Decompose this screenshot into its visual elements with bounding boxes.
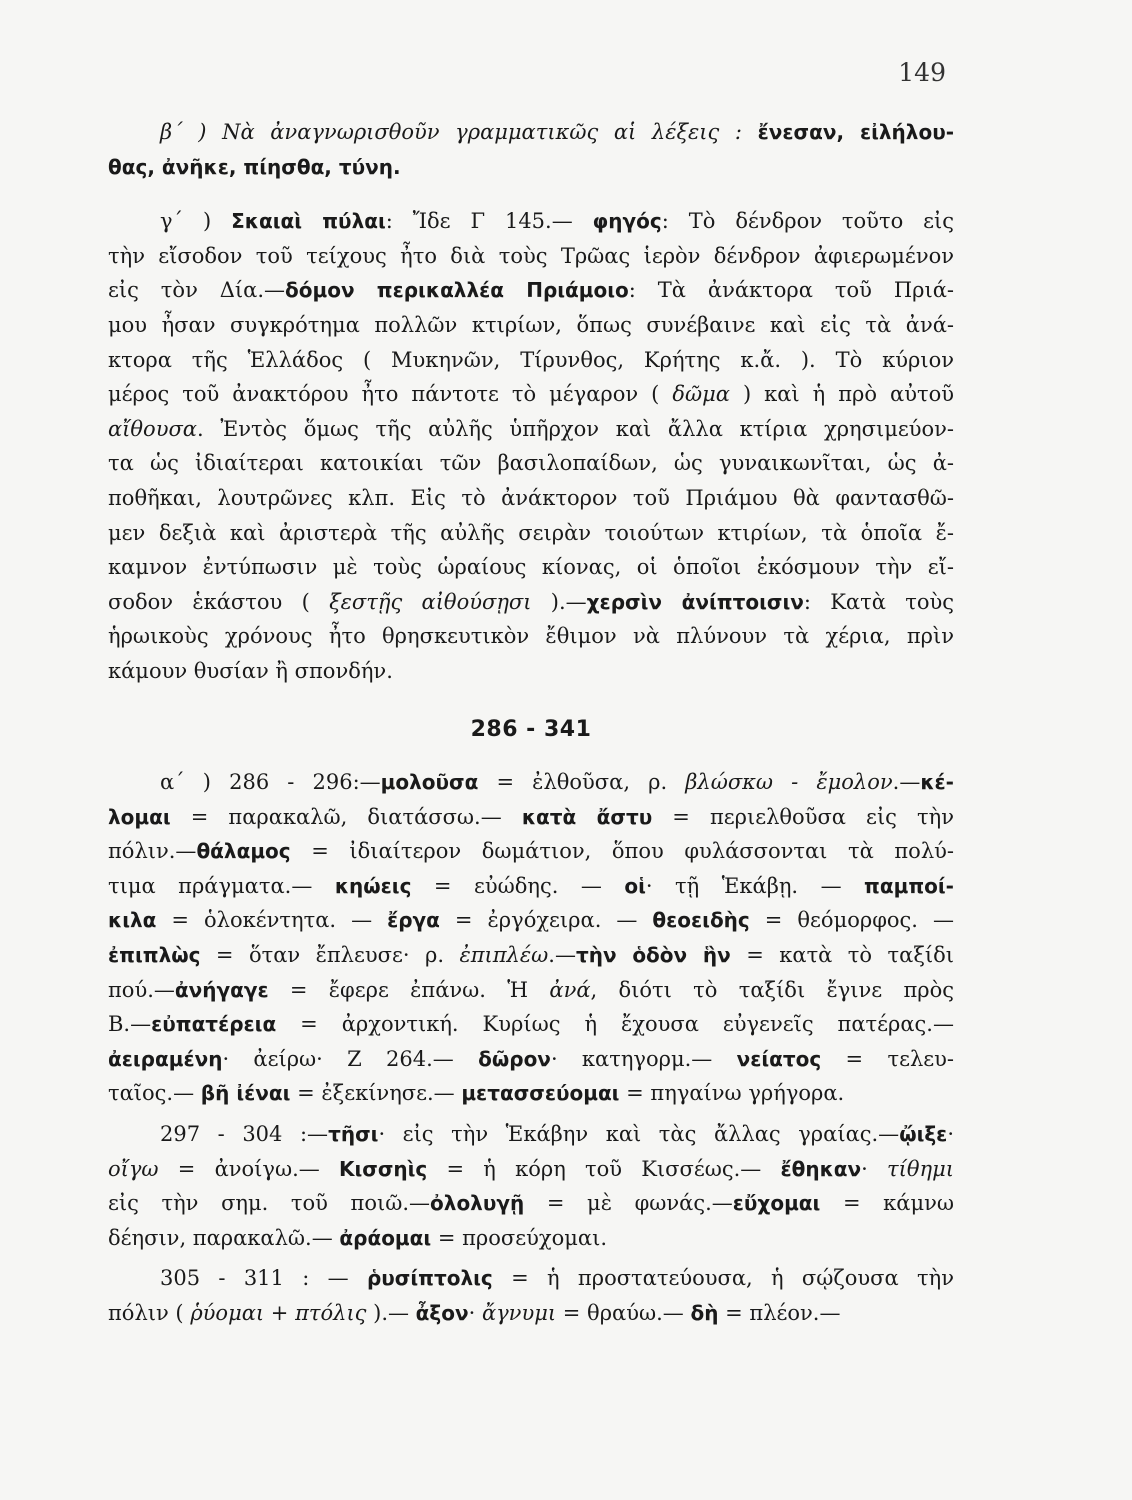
text-line: [108, 1186, 954, 1221]
text-line: [108, 481, 954, 516]
gloss-text: = ὁλοκέντητα. —: [156, 908, 388, 933]
lemma: ῥυσίπτολις: [366, 1266, 493, 1291]
gloss-text: = πλέον.—: [718, 1301, 841, 1325]
gloss-text: κτορα τῆς Ἑλλάδος ( Μυκηνῶν, Τίρυνθος, Κρήτης κ.ἄ. ). Τὸ κύριον: [108, 347, 954, 372]
gloss-text: πόλιν (: [108, 1301, 191, 1325]
text-line: [108, 834, 954, 869]
gloss-text: = ἐλθοῦσα, ρ.: [478, 770, 686, 795]
lemma: μολοῦσα: [380, 770, 479, 795]
gloss-text: = ἔφερε ἐπάνω. Ἡ: [268, 977, 550, 1002]
lemma: ὀλολυγῇ: [430, 1191, 525, 1216]
gloss-text: : Κατὰ τοὺς: [803, 589, 954, 614]
text-line: [108, 765, 954, 800]
italic-text: οἴγω: [108, 1156, 159, 1181]
section-heading: 286 - 341: [470, 716, 592, 742]
gloss-text: = τελευ-: [821, 1046, 954, 1071]
gloss-text: : Τὸ δένδρον τοῦτο εἰς: [661, 209, 954, 234]
lemma: βῆ ἰέναι: [200, 1081, 291, 1106]
notes-block-2: [108, 765, 954, 1331]
text-line: [108, 619, 954, 654]
page-number: 149: [898, 58, 946, 87]
gloss-text: καμνον ἐντύπωσιν μὲ τοὺς ὡραίους κίονας, οἱ ὁποῖοι ἐκόσμουν τὴν εἴ-: [108, 555, 954, 580]
text-line: [108, 654, 954, 689]
gloss-text: . Ἐντὸς ὅμως τῆς αὐλῆς ὑπῆρχον καὶ ἄλλα κτίρια χρησιμεύον-: [196, 416, 954, 441]
text-line: [108, 150, 954, 185]
gloss-text: πού.—: [108, 977, 175, 1002]
gloss-text: = προσεύχομαι.: [431, 1225, 608, 1250]
text-line: [108, 903, 954, 938]
italic-text: δῶμα: [672, 382, 730, 407]
gloss-text: πόλιν.—: [108, 839, 197, 864]
lemma: μετασσεύομαι: [461, 1081, 620, 1106]
text-line: [108, 1221, 954, 1256]
gloss-text: : Τὰ ἀνάκτορα τοῦ Πριά-: [628, 278, 954, 303]
lemma: Κισσηὶς: [338, 1156, 428, 1181]
paragraph: [108, 765, 954, 1111]
text-line: [108, 1007, 954, 1042]
lemma: θας, ἀνῆκε, πίησθα, τύνη.: [108, 154, 401, 179]
lemma: ἔθηκαν: [780, 1156, 862, 1181]
lemma: οἱ: [624, 873, 646, 898]
text-line: [108, 516, 954, 551]
lemma: νείατος: [736, 1046, 822, 1071]
gloss-text: = ἰδιαίτερον δωμάτιον, ὅπου φυλάσσονται τὰ πολύ-: [290, 839, 954, 864]
paragraph: [108, 1117, 954, 1255]
lemma: παμποί-: [864, 873, 954, 898]
gloss-text: , διότι τὸ ταξίδι ἔγινε πρὸς: [590, 977, 954, 1002]
gloss-text: : Ἴδε Γ 145.—: [385, 209, 593, 234]
text-line: [108, 1261, 954, 1296]
text-line: [108, 308, 954, 343]
lemma: ἀνήγαγε: [174, 977, 269, 1002]
paragraph: [108, 1261, 954, 1330]
gloss-text: = ἀνοίγω.—: [158, 1156, 339, 1181]
gloss-text: · τῇ Ἑκάβῃ. —: [645, 873, 865, 898]
lemma: ἔργα: [387, 908, 440, 933]
text-line: [108, 115, 954, 150]
notes-block-1: [108, 115, 954, 689]
paragraph: [108, 204, 954, 688]
gloss-text: = θραύω.—: [556, 1301, 691, 1325]
gloss-text: 305 - 311 : —: [160, 1266, 367, 1291]
gloss-text: μέρος τοῦ ἀνακτόρου ἦτο πάντοτε τὸ μέγαρον (: [108, 382, 673, 407]
gloss-text: = παρακαλῶ, διατάσσω.—: [170, 804, 522, 829]
gloss-text: = πηγαίνω γρήγορα.: [619, 1081, 845, 1106]
gloss-text: = περιελθοῦσα εἰς τὴν: [652, 804, 954, 829]
italic-text: ἄγνυμι: [481, 1301, 557, 1325]
italic-text: τίθημι: [887, 1156, 954, 1181]
text-line: [108, 1296, 954, 1331]
gloss-text: γ΄ ): [160, 209, 232, 234]
text-line: [108, 550, 954, 585]
text-line: [108, 204, 954, 239]
text-line: [108, 1152, 954, 1187]
italic-text: ῥύομαι + πτόλις: [190, 1301, 367, 1325]
gloss-text: = ἐξεκίνησε.—: [290, 1081, 462, 1106]
gloss-text: · κατηγορμ.—: [550, 1046, 737, 1071]
gloss-text: = ἡ προστατεύουσα, ἡ σῴζουσα τὴν: [492, 1266, 954, 1291]
lemma: κατὰ ἄστυ: [521, 804, 653, 829]
gloss-text: · ἀείρω· Ζ 264.—: [222, 1046, 479, 1071]
gloss-text: = μὲ φωνάς.—: [524, 1191, 733, 1216]
lemma: τὴν ὁδὸν ἣν: [575, 943, 731, 968]
lemma: Σκαιαὶ πύλαι: [231, 209, 386, 234]
page-body: [108, 115, 954, 1331]
lemma: εὔχομαι: [732, 1191, 821, 1216]
gloss-text: .—: [548, 943, 576, 968]
gloss-text: ·: [861, 1156, 888, 1181]
italic-text: ξεστῇς αἰθούσῃσι: [329, 589, 532, 614]
text-line: [108, 343, 954, 378]
gloss-text: · εἰς τὴν Ἑκάβην καὶ τὰς ἄλλας γραίας.—: [378, 1122, 900, 1147]
text-line: [108, 1117, 954, 1152]
lemma: εὐπατέρεια: [151, 1012, 277, 1037]
gloss-text: = κάμνω: [820, 1191, 954, 1216]
text-line: [108, 938, 954, 973]
gloss-text: ) καὶ ἡ πρὸ αὐτοῦ: [729, 382, 954, 407]
lemma: δῶρον: [478, 1046, 551, 1071]
lemma: ἔνεσαν, εἰλήλου-: [757, 120, 954, 144]
gloss-text: ).—: [531, 589, 587, 614]
lemma: φηγός: [592, 209, 662, 234]
gloss-text: = ἡ κόρη τοῦ Κισσέως.—: [427, 1156, 781, 1181]
text-line: [108, 377, 954, 412]
gloss-text: Β.—: [108, 1012, 152, 1037]
lemma: λομαι: [108, 804, 171, 829]
gloss-text: κάμουν θυσίαν ἢ σπονδήν.: [108, 658, 393, 683]
gloss-text: σοδον ἑκάστου (: [108, 589, 330, 614]
gloss-text: εἰς τὴν σημ. τοῦ ποιῶ.—: [108, 1191, 431, 1216]
lemma: κιλα: [108, 908, 157, 933]
gloss-text: .—: [892, 770, 921, 795]
text-line: [108, 800, 954, 835]
lemma: ἆξον: [415, 1301, 469, 1325]
lemma: ἀειραμένη: [108, 1046, 223, 1071]
text-line: [108, 869, 954, 904]
gloss-text: = ἐργόχειρα. —: [439, 908, 653, 933]
gloss-text: εἰς τὸν Δία.—: [108, 278, 286, 303]
gloss-text: τα ὡς ἰδιαίτεραι κατοικίαι τῶν βασιλοπαίδων, ὡς γυναικωνῖται, ὡς ἀ-: [108, 451, 954, 476]
lemma: ᾤιξε: [899, 1122, 948, 1147]
lemma: θεοειδὴς: [652, 908, 750, 933]
gloss-text: ποθῆκαι, λουτρῶνες κλπ. Εἰς τὸ ἀνάκτορον τοῦ Πριάμου θὰ φαντασθῶ-: [108, 485, 954, 510]
lemma: χερσὶν ἀνίπτοισιν: [586, 589, 804, 614]
text-line: [108, 412, 954, 447]
gloss-text: ·: [947, 1122, 954, 1147]
gloss-text: = ἀρχοντική. Κυρίως ἡ ἔχουσα εὐγενεῖς πατέρας.—: [276, 1012, 954, 1037]
gloss-text: τιμα πράγματα.—: [108, 873, 335, 898]
italic-text: β΄ ) Νὰ ἀναγνωρισθοῦν γραμματικῶς αἱ λέξεις :: [160, 120, 758, 144]
gloss-text: = κατὰ τὸ ταξίδι: [730, 943, 954, 968]
italic-text: βλώσκω - ἔμολον: [685, 770, 893, 795]
gloss-text: μου ἦσαν συγκρότημα πολλῶν κτιρίων, ὅπως συνέβαινε καὶ εἰς τὰ ἀνά-: [108, 312, 954, 337]
text-line: [108, 585, 954, 620]
text-line: [108, 973, 954, 1008]
gloss-text: ταῖος.—: [108, 1081, 201, 1106]
italic-text: αἴθουσα: [108, 416, 197, 441]
gloss-text: 297 - 304 :—: [160, 1122, 329, 1147]
text-line: [108, 1042, 954, 1077]
lemma: τῆσι: [328, 1122, 379, 1147]
gloss-text: = ὅταν ἔπλευσε· ρ.: [200, 943, 460, 968]
lemma: δὴ: [690, 1301, 719, 1325]
gloss-text: = θεόμορφος. —: [749, 908, 954, 933]
italic-text: ἐπιπλέω: [459, 943, 549, 968]
gloss-text: ·: [468, 1301, 482, 1325]
paragraph: [108, 115, 954, 184]
text-line: [108, 1076, 954, 1111]
lemma: κηώεις: [334, 873, 412, 898]
lemma: ἀράομαι: [339, 1225, 432, 1250]
gloss-text: α΄ ) 286 - 296:—: [160, 770, 381, 795]
lemma: ἐπιπλὼς: [108, 943, 201, 968]
lemma: κέ-: [920, 770, 954, 795]
gloss-text: ἡρωικοὺς χρόνους ἦτο θρησκευτικὸν ἔθιμον νὰ πλύνουν τὰ χέρια, πρὶν: [108, 624, 954, 649]
lemma: θάλαμος: [196, 839, 291, 864]
text-line: [108, 273, 954, 308]
lemma: δόμον περικαλλέα Πριάμοιο: [285, 278, 629, 303]
gloss-text: δέησιν, παρακαλῶ.—: [108, 1225, 340, 1250]
text-line: [108, 446, 954, 481]
italic-text: ἀνά: [549, 977, 591, 1002]
gloss-text: ).—: [366, 1301, 416, 1325]
gloss-text: = εὐώδης. —: [411, 873, 625, 898]
gloss-text: μεν δεξιὰ καὶ ἀριστερὰ τῆς αὐλῆς σειρὰν τοιούτων κτιρίων, τὰ ὁποῖα ἔ-: [108, 520, 954, 545]
gloss-text: τὴν εἴσοδον τοῦ τείχους ἦτο διὰ τοὺς Τρῶας ἱερὸν δένδρον ἀφιερωμένον: [108, 243, 954, 268]
text-line: [108, 239, 954, 274]
